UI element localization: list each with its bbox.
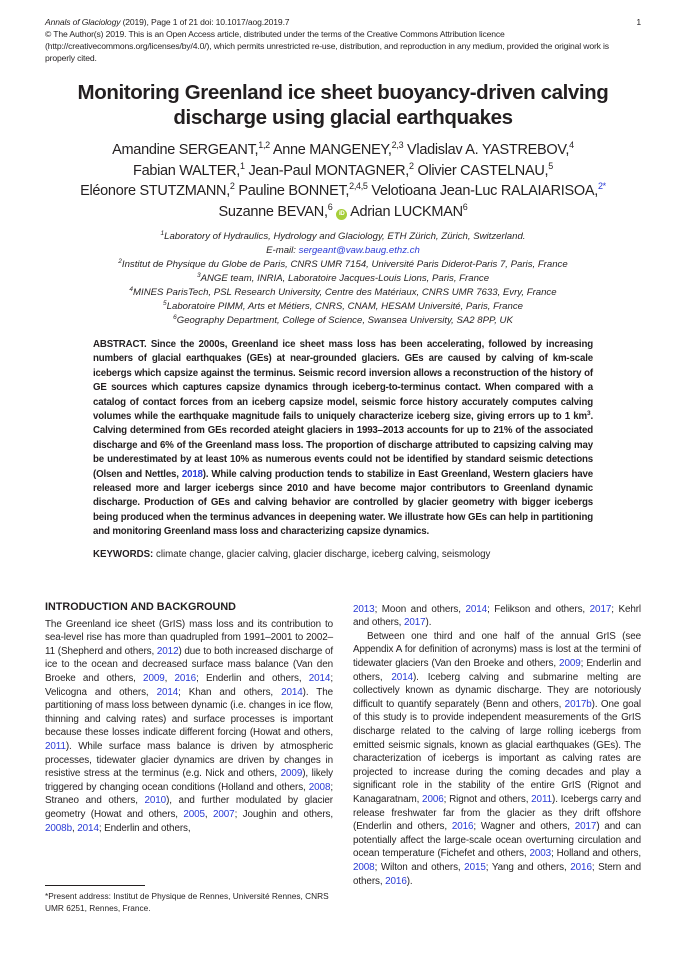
affiliation: $^4$MINES ParisTech, PSL Research University, Centre des Matériaux, CNRS UMR 7633, Evry, France <box>129 285 557 298</box>
text-run: ; Straneo and others, <box>45 781 333 807</box>
text-run: ; Enderlin and others, <box>196 673 309 685</box>
left-column <box>45 601 333 888</box>
body-paragraph <box>45 618 333 836</box>
citation-link[interactable]: 2009 <box>280 768 303 780</box>
text-run: Between one third and one half of the annual GrIS (see Appendix A for definition of acronyms) mass is lost at the termini of tidewater glaciers (Van den Broeke and others, <box>353 630 641 670</box>
citation-link[interactable]: 2014 <box>465 603 488 615</box>
text-run: ). Iceberg calving and submarine melting are collectively known as dynamic discharge. They are notoriously difficult to quantify separately (Benn and others, <box>353 671 641 710</box>
keywords-list: climate change, glacier calving, glacier discharge, iceberg calving, seismology <box>153 548 491 560</box>
author: Fabian WALTER,$^1$ <box>133 160 245 179</box>
text-run: ; Rignot and others, <box>443 794 532 805</box>
citation-link[interactable]: 2013 <box>353 603 375 615</box>
text-run: , <box>164 673 175 685</box>
affiliation: $^1$Laboratory of Hydraulics, Hydrology and Glaciology, ETH Zürich, Zürich, Switzerland. <box>160 229 526 242</box>
citation-link[interactable]: 2016 <box>174 673 197 685</box>
superscript: 3 <box>586 409 591 417</box>
text-run: , <box>204 809 213 820</box>
citation-link[interactable]: 2012 <box>156 645 179 657</box>
citation-link[interactable]: 2016 <box>570 861 592 873</box>
citation-link[interactable]: 2009 <box>559 658 581 670</box>
affiliation: $^3$ANGE team, INRIA, Laboratoire Jacques-Louis Lions, Paris, France <box>196 271 490 284</box>
email-line: E-mail: sergeant@vaw.baug.ethz.ch <box>266 245 420 256</box>
text-run: ). While surface mass balance is driven by atmospheric processes, tidewater glacier dynamics are driven by changes in resistive stress at the terminus (e.g. Nick and others, <box>45 741 333 780</box>
citation-details: (2019), Page 1 of 21 doi: 10.1017/aog.2019.7 <box>120 17 290 27</box>
affiliation: $^5$Laboratoire PIMM, Arts et Métiers, CNRS, CNAM, HESAM Université, Paris, France <box>163 299 523 312</box>
author: Adrian LUCKMAN$^6$ <box>350 201 468 220</box>
license-text: © The Author(s) 2019. This is an Open Access article, distributed under the terms of the Creative Commons Attribution licence (http://creativecommons.org/licenses/by/4.0/), which permits unrestricted re-use, distribution, and reproduction in any medium, provided the original work is properly cited. <box>45 29 609 63</box>
text-run: ). <box>425 617 432 629</box>
abstract <box>93 338 593 540</box>
text-run: ). <box>406 875 413 887</box>
text-run: ; Wilton and others, <box>374 861 465 873</box>
body-paragraph <box>353 603 641 630</box>
text-run: ; Kehrl and others, <box>353 603 642 629</box>
keywords-label: KEYWORDS: <box>93 548 154 560</box>
author-list <box>20 140 666 222</box>
text-run: ) due to both increased discharge of ice to the ocean and decreased surface mass balance (Van den Broeke and others, <box>45 645 333 685</box>
affiliation: $^2$Institut de Physique du Globe de Paris, CNRS UMR 7154, Université Paris Diderot-Paris 7, Paris, France <box>118 257 568 270</box>
author: Vladislav A. YASTREBOV,$^4$ <box>407 140 574 158</box>
affiliations <box>30 230 656 328</box>
text-run: ; Joughin and others, <box>234 809 333 820</box>
text-run: ; Khan and others, <box>178 686 282 698</box>
citation-link[interactable]: 2008 <box>308 781 331 793</box>
citation-link[interactable]: 2017 <box>403 617 426 629</box>
citation-link[interactable]: 2011 <box>45 741 66 753</box>
author: Pauline BONNET,$^{2,4,5}$ <box>238 181 368 199</box>
text-run: ABSTRACT. Since the 2000s, Greenland ice sheet mass loss has been accelerating, followed by increasing numbers of glacial earthquakes (GEs) at near-grounded glaciers. GEs are caused by calving of km-scale icebergs which capsize against the terminus. Seismic record inversion allows a reconstruction of the history of GE sources which captures capsize dynamics through iceberg-to-terminus contact. When compared with a catalog of contact forces from an iceberg capsize model, seismic force history accurately computes calving volumes while the earthquake magnitude fails to uniquely characterize iceberg size, giving errors up to 1 km <box>93 339 593 423</box>
text-run: , <box>71 822 78 834</box>
author: Anne MANGENEY,$^{2,3}$ <box>272 140 404 158</box>
citation-link[interactable]: 2006 <box>422 794 444 805</box>
citation-link[interactable]: 2018 <box>181 468 203 480</box>
citation-link[interactable]: 2008b <box>45 822 72 834</box>
footnote-divider <box>45 885 145 886</box>
text-run: ). One goal of this study is to provide independent measurements of the GrIS discharge related to the calving of large rolling icebergs from emitted seismic signals, known as glacial earthquakes (GEs). The characterization of icebergs is important as calving rates are projected to increase during the coming decades and play a significant role in the stability of the entire GrIS (Rignot and Kanagaratnam, <box>353 698 641 805</box>
citation-link[interactable]: 2010 <box>144 795 167 807</box>
citation-link[interactable]: 2014 <box>391 671 413 683</box>
body-paragraph <box>353 630 641 888</box>
text-run: ), likely triggered by changing ocean conditions (Holland and others, <box>45 768 333 793</box>
citation-link[interactable]: 2014 <box>156 686 179 698</box>
citation-link[interactable]: 2016 <box>385 875 407 887</box>
text-run: ; Wagner and others, <box>473 821 575 833</box>
author: Velotioana Jean-Luc RALAIARISOA,$^{2*}$ <box>371 181 606 199</box>
citation-link[interactable]: 2017 <box>574 821 597 833</box>
author: Olivier CASTELNAU,$^5$ <box>417 160 553 179</box>
citation-link[interactable]: 2014 <box>77 822 99 834</box>
text-run: ), and further modulated by glacier geometry (Howat and others, <box>45 795 333 820</box>
text-run: ; Enderlin and others, <box>98 822 191 834</box>
running-header <box>45 16 641 64</box>
citation-line <box>45 16 631 28</box>
text-run: . Calving determined from GEs recorded ateight glaciers in 1993–2013 accounts for up to 21% of the associated discharge and 6% of the Greenland mass loss. The proportion of discharge attributed to capsizing calving may be underestimated by at least 10% as numerous events could not be identified by standard seismic detections (Olsen and Nettles, <box>93 411 593 480</box>
citation-link[interactable]: 2017 <box>589 603 612 615</box>
text-run: ). While calving production tends to stabilize in East Greenland, Western glaciers have released more and larger icebergs since 2010 and have become major contributors to Greenland dynamic discharge. Production of GEs and calving behavior are controlled by glacier geometry with bigger icebergs being produced when the terminus advances in deepening water. We illustrate how GEs can help in partitioning and monitoring Greenland mass loss and characterizing capsize dynamics. <box>93 468 593 538</box>
citation-link[interactable]: 2014 <box>281 686 303 698</box>
body-columns <box>45 601 641 888</box>
journal-name: Annals of Glaciology <box>45 17 121 27</box>
author: Amandine SERGEANT,$^{1,2}$ <box>112 140 270 158</box>
citation-link[interactable]: 2016 <box>451 821 474 833</box>
text-run: ; Felikson and others, <box>487 603 590 615</box>
citation-link[interactable]: 2014 <box>308 673 331 685</box>
orcid-icon[interactable]: iD <box>336 209 347 220</box>
author: Suzanne BEVAN,$^6$ <box>218 201 333 220</box>
citation-link[interactable]: 2011 <box>531 794 552 805</box>
text-run: ; Moon and others, <box>374 603 466 615</box>
citation-link[interactable]: 2005 <box>183 809 205 820</box>
citation-link[interactable]: 2008 <box>353 861 375 873</box>
citation-link[interactable]: 2017b <box>564 698 592 710</box>
citation-link[interactable]: 2007 <box>212 809 235 820</box>
text-run: ) and can potentially affect the large-scale ocean overturning circulation and ocean temperature (Fichefet and others, <box>353 821 642 860</box>
text-run: The Greenland ice sheet (GrIS) mass loss and its contribution to sea-level rise has more than quadrupled from 1991–2001 to 2002–11 (Shepherd and others, <box>45 618 333 657</box>
affiliation: $^6$Geography Department, College of Science, Swansea University, SA2 8PP, UK <box>173 313 513 326</box>
email-link[interactable]: sergeant@vaw.baug.ethz.ch <box>298 245 420 256</box>
author: Eléonore STUTZMANN,$^2$ <box>80 181 235 199</box>
text-run: ; Stern and others, <box>353 861 641 887</box>
footnote: *Present address: Institut de Physique de Rennes, Université Rennes, CNRS UMR 6251, Rennes, France. <box>45 891 329 913</box>
text-run: ). Icebergs carry and release freshwater far from the glacier as they drift offshore (Enderlin and others, <box>353 794 641 833</box>
footnote-marker-link[interactable]: 2* <box>597 181 606 192</box>
keywords <box>93 548 593 561</box>
text-run: ; Velicogna and others, <box>45 673 333 698</box>
page-number: 1 <box>636 17 641 27</box>
citation-link[interactable]: 2015 <box>464 861 486 873</box>
text-run: ; Yang and others, <box>485 861 571 873</box>
section-heading: INTRODUCTION AND BACKGROUND <box>45 600 236 613</box>
text-run: ). The partitioning of mass loss between dynamic (i.e. changes in ice flow, thinning and calving rates) and surface processes is important because these losses indicate different forcing (Howat and others, <box>45 686 333 739</box>
text-run: ; Holland and others, <box>551 848 642 860</box>
citation-link[interactable]: 2003 <box>529 848 552 860</box>
author: Jean-Paul MONTAGNER,$^2$ <box>248 160 414 179</box>
paper-title: Monitoring Greenland ice sheet buoyancy-driven calving discharge using glacial earthquakes <box>77 81 609 129</box>
text-run: ; Enderlin and others, <box>353 658 641 683</box>
citation-link[interactable]: 2009 <box>143 673 165 685</box>
right-column <box>353 601 641 888</box>
